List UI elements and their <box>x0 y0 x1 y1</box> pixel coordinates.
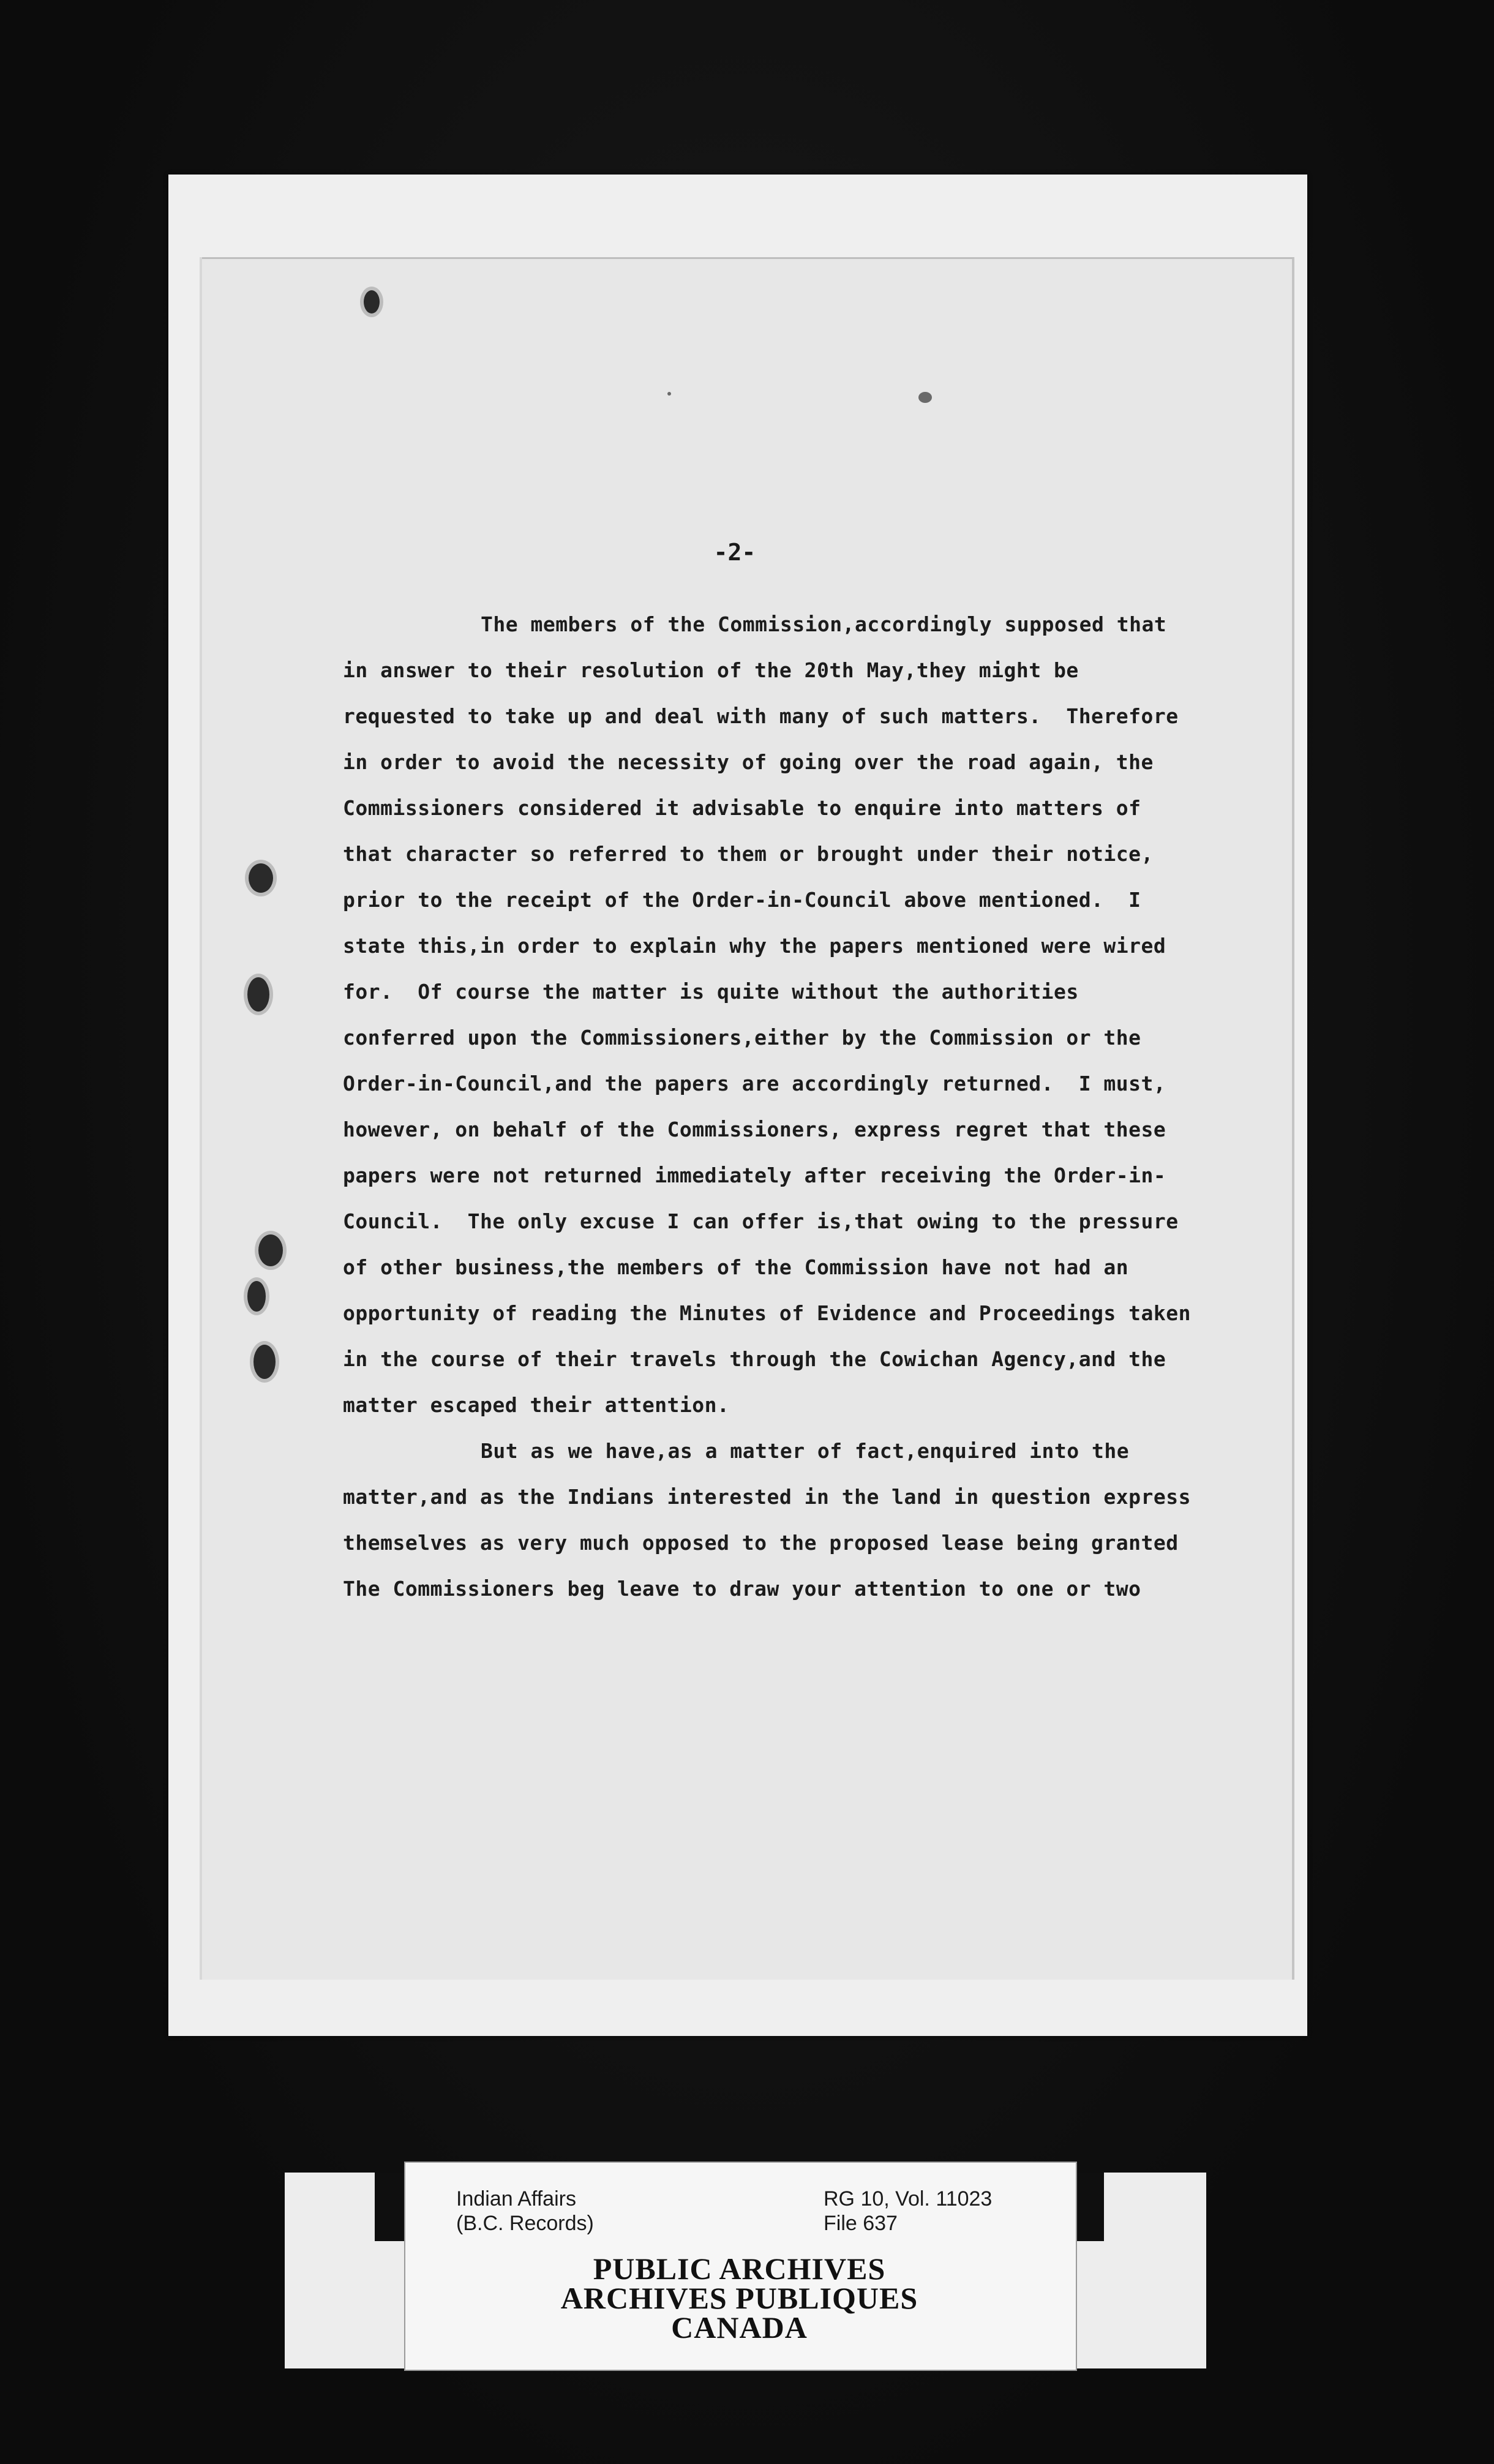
text-line: The members of the Commission,accordingly supposed that <box>481 612 1167 636</box>
text-line: opportunity of reading the Minutes of Evidence and Proceedings taken <box>343 1301 1192 1325</box>
punch-hole <box>360 287 383 317</box>
record-file: File 637 <box>824 2212 898 2235</box>
text-line: however, on behalf of the Commissioners, express regret that these <box>343 1117 1166 1141</box>
archive-name-en: PUBLIC ARCHIVES <box>593 2252 886 2286</box>
text-line: for. Of course the matter is quite without the authorities <box>343 980 1079 1004</box>
record-series-name: (B.C. Records) <box>456 2212 594 2235</box>
punch-hole <box>250 1341 279 1383</box>
text-line: Council. The only excuse I can offer is,that owing to the pressure <box>343 1209 1179 1233</box>
text-line: Order-in-Council,and the papers are accordingly returned. I must, <box>343 1072 1166 1095</box>
text-line: But as we have,as a matter of fact,enquired into the <box>481 1439 1130 1463</box>
text-line: of other business,the members of the Commission have not had an <box>343 1255 1129 1279</box>
text-line: prior to the receipt of the Order-in-Council above mentioned. I <box>343 888 1141 912</box>
text-line: papers were not returned immediately after receiving the Order-in- <box>343 1163 1166 1187</box>
record-volume: RG 10, Vol. 11023 <box>824 2187 993 2210</box>
archive-name-fr: ARCHIVES PUBLIQUES <box>560 2281 918 2315</box>
text-line: that character so referred to them or brought under their notice, <box>343 842 1154 866</box>
text-line: in answer to their resolution of the 20th May,they might be <box>343 658 1079 682</box>
text-line: matter escaped their attention. <box>343 1393 730 1417</box>
page-number: -2- <box>713 539 756 566</box>
text-line: requested to take up and deal with many of such matters. Therefore <box>343 704 1179 728</box>
punch-hole <box>244 974 273 1015</box>
letter-body <box>343 601 1261 1612</box>
scan-mark <box>667 392 671 396</box>
scan-mark <box>918 392 932 403</box>
punch-hole <box>244 1277 269 1315</box>
punch-hole <box>245 860 277 896</box>
text-line: in the course of their travels through the Cowichan Agency,and the <box>343 1347 1166 1371</box>
text-line: state this,in order to explain why the papers mentioned were wired <box>343 934 1166 958</box>
text-line: in order to avoid the necessity of going over the road again, the <box>343 750 1154 774</box>
text-line: Commissioners considered it advisable to enquire into matters of <box>343 796 1141 820</box>
text-line: The Commissioners beg leave to draw your attention to one or two <box>343 1577 1141 1601</box>
record-group-name: Indian Affairs <box>456 2187 576 2210</box>
caption-notch <box>375 2173 404 2241</box>
text-line: themselves as very much opposed to the proposed lease being granted <box>343 1531 1179 1555</box>
text-line: conferred upon the Commissioners,either by the Commission or the <box>343 1026 1141 1050</box>
caption-notch <box>1075 2173 1104 2241</box>
archive-country: CANADA <box>671 2310 808 2345</box>
punch-hole <box>255 1231 287 1270</box>
text-line: matter,and as the Indians interested in the land in question express <box>343 1485 1192 1509</box>
